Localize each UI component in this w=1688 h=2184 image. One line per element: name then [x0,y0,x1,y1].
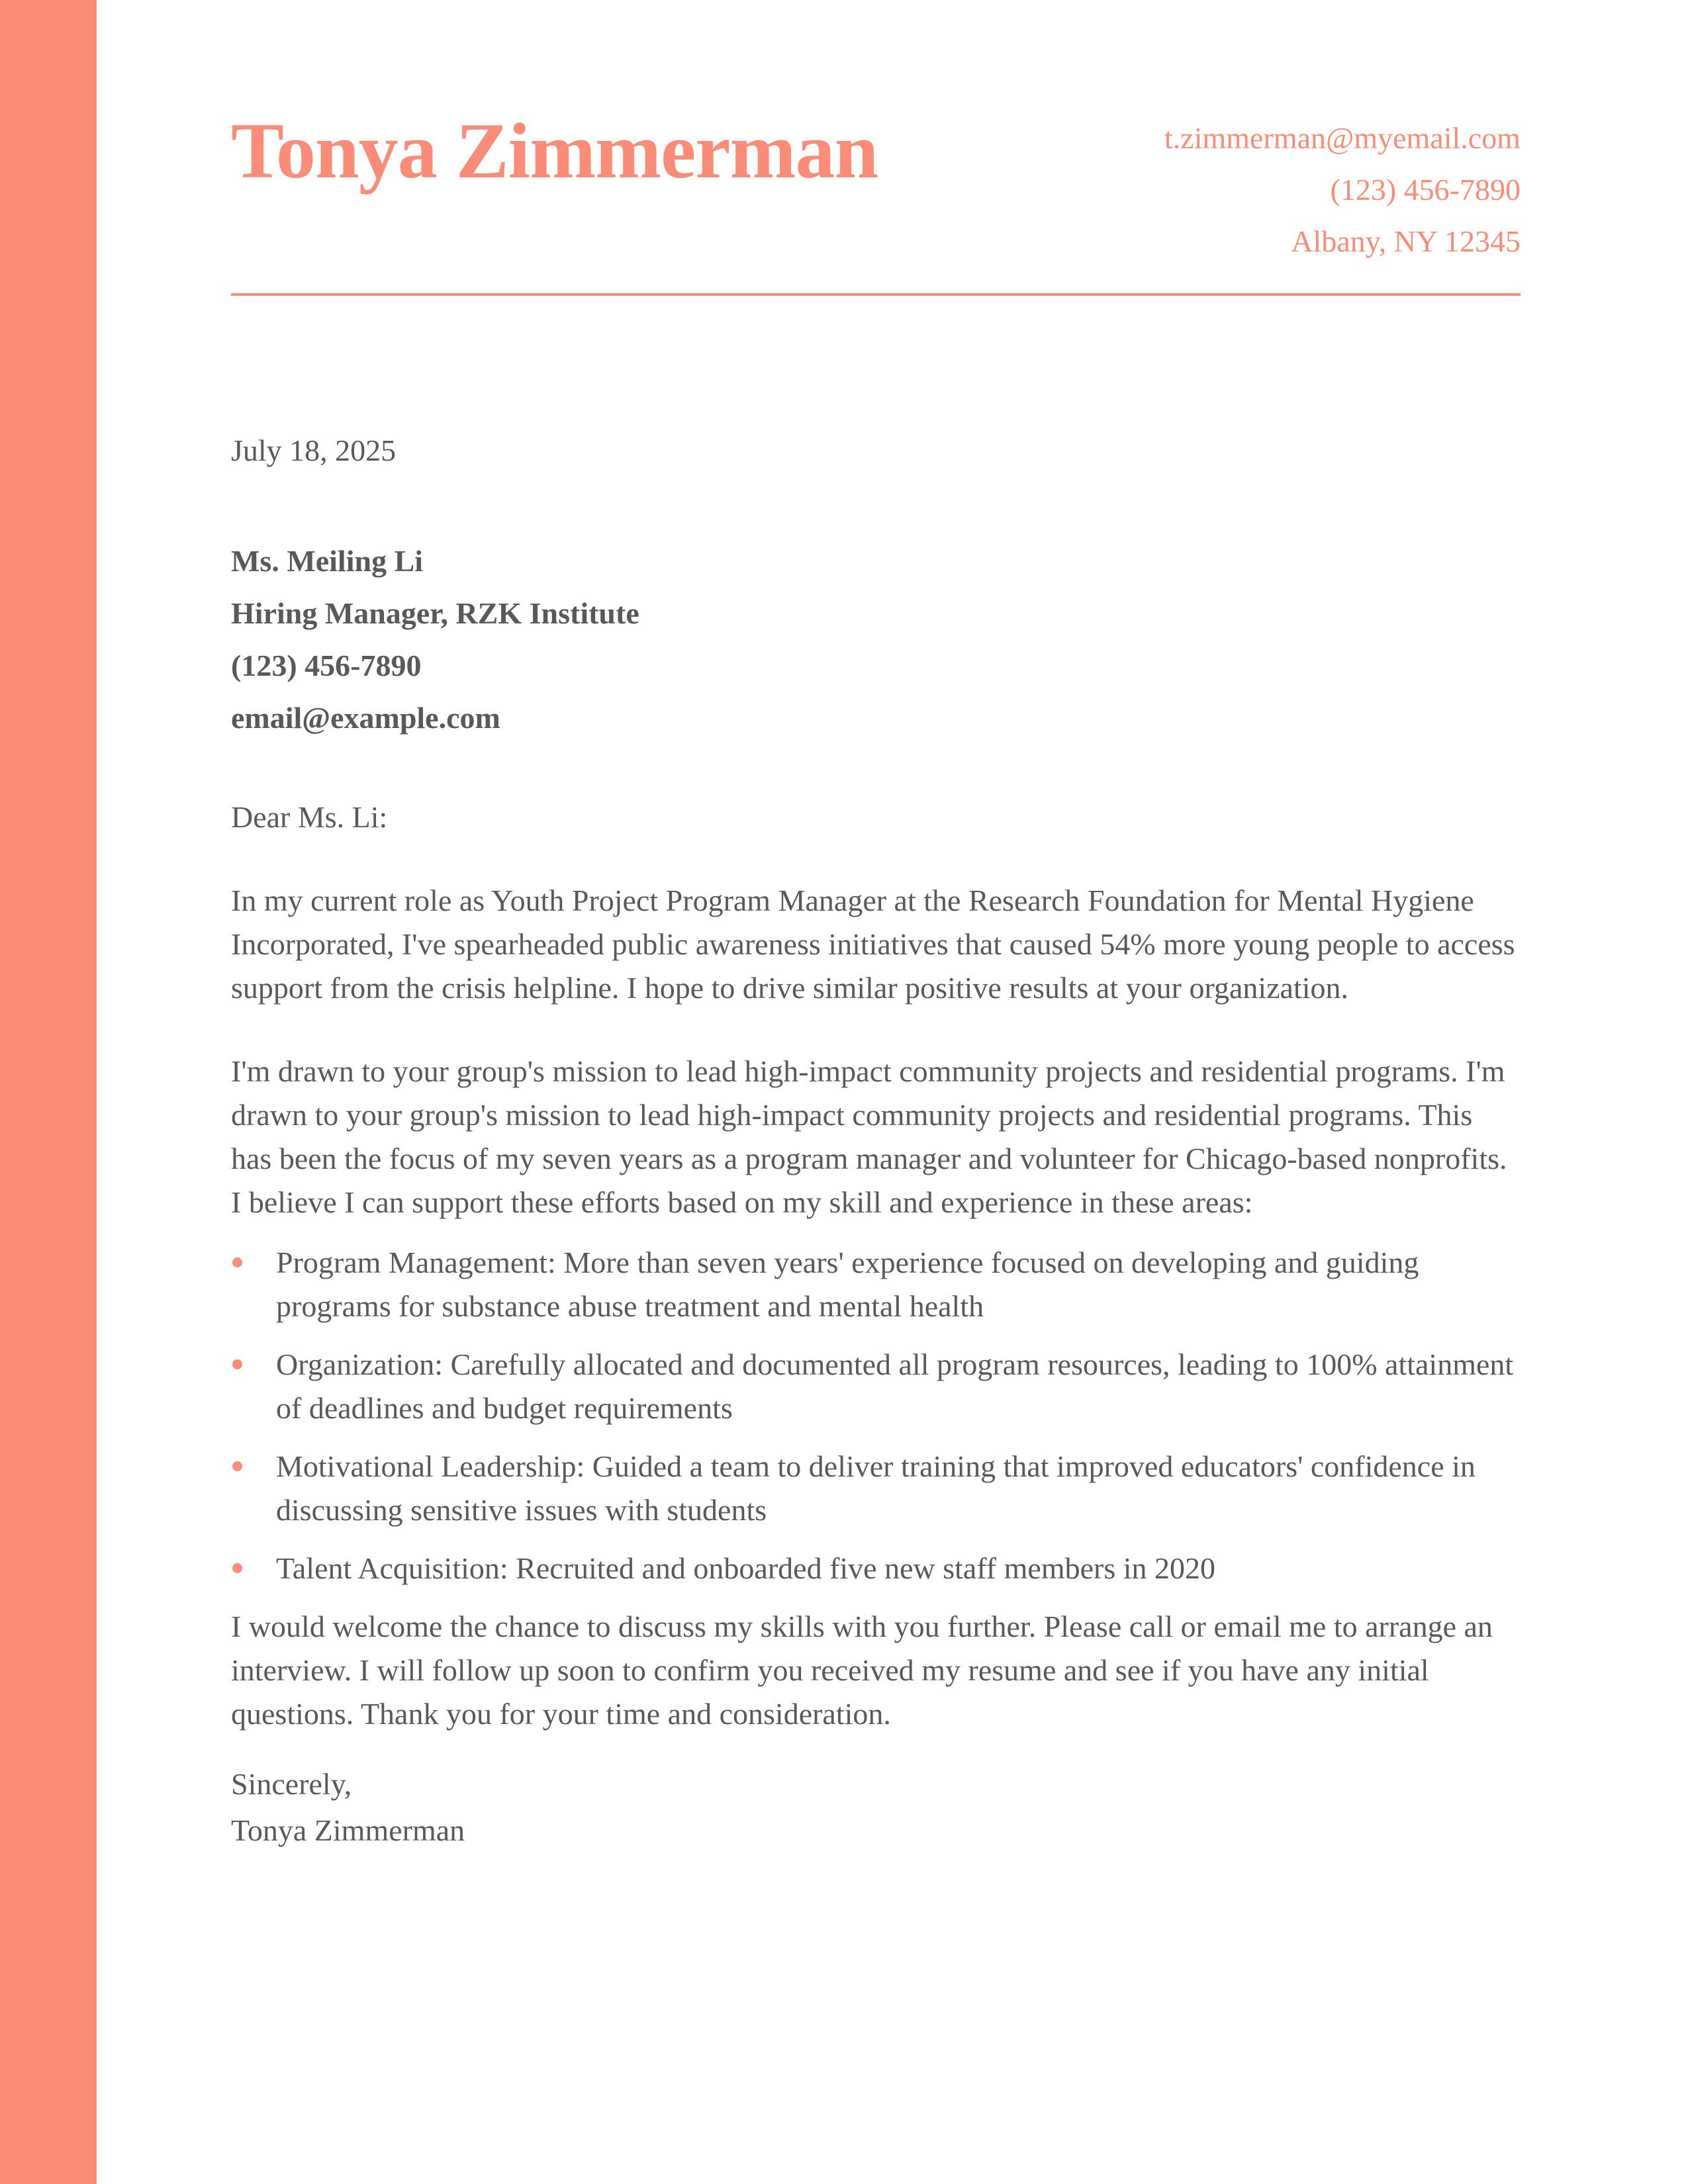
signoff-block [231,1761,1521,1854]
recipient-email: email@example.com [231,701,500,735]
paragraph-mission: I'm drawn to your group's mission to lead high-impact community projects and residential programs. I'm drawn to your group's mission to lead high-impact community projects and residential programs. This has been the focus of my seven years as a program manager and volunteer for Chicago-based nonprofits. I believe I can support these efforts based on my skill and experience in these areas: [231,1054,1507,1219]
salutation: Dear Ms. Li: [231,800,388,834]
bullet-dot-icon [232,1461,242,1471]
recipient-title: Hiring Manager, RZK Institute [231,596,639,630]
letter-date: July 18, 2025 [231,433,397,467]
paragraph-intro: In my current role as Youth Project Program Manager at the Research Foundation for Mental Hygiene Incorporated, I've spearheaded public awareness initiatives that caused 54% more young people to access support from the crisis helpline. I hope to drive similar positive results at your organization. [231,884,1515,1005]
recipient-phone: (123) 456-7890 [231,649,422,682]
list-item [231,1241,1521,1328]
bullet-dot-icon [232,1257,242,1267]
sign-off: Sincerely, [231,1767,352,1801]
letter-body [231,429,1521,1854]
recipient-block [231,535,1521,744]
signature-name: Tonya Zimmerman [231,1813,465,1847]
paragraph-closing: I would welcome the chance to discuss my skills with you further. Please call or email me to arrange an interview. I will follow up soon to confirm you received my resume and see if you have any initial questions. Thank you for your time and consideration. [231,1610,1493,1731]
bullet-dot-icon [232,1563,242,1573]
skill-text: Motivational Leadership: Guided a team to deliver training that improved educators' confidence in discussing sensitive issues with students [276,1449,1476,1527]
recipient-name: Ms. Meiling Li [231,544,424,578]
list-item [231,1343,1521,1430]
letter-header [231,106,1521,298]
left-accent-bar [0,0,97,2184]
list-item [231,1547,1521,1590]
bullet-dot-icon [232,1359,242,1369]
skill-text: Talent Acquisition: Recruited and onboarded five new staff members in 2020 [276,1551,1216,1585]
sender-phone: (123) 456-7890 [1330,173,1521,206]
skills-list [231,1241,1521,1590]
skill-text: Program Management: More than seven years' experience focused on developing and guiding programs for substance abuse treatment and mental health [276,1246,1419,1323]
skill-text: Organization: Carefully allocated and documented all program resources, leading to 100% attainment of deadlines and budget requirements [276,1347,1514,1425]
sender-contact-block [1164,113,1521,267]
sender-name: Tonya Zimmerman [231,107,878,195]
sender-email: t.zimmerman@myemail.com [1164,121,1521,155]
sender-location: Albany, NY 12345 [1291,224,1521,258]
cover-letter-page [231,0,1521,2184]
list-item [231,1445,1521,1532]
header-divider [231,293,1521,296]
